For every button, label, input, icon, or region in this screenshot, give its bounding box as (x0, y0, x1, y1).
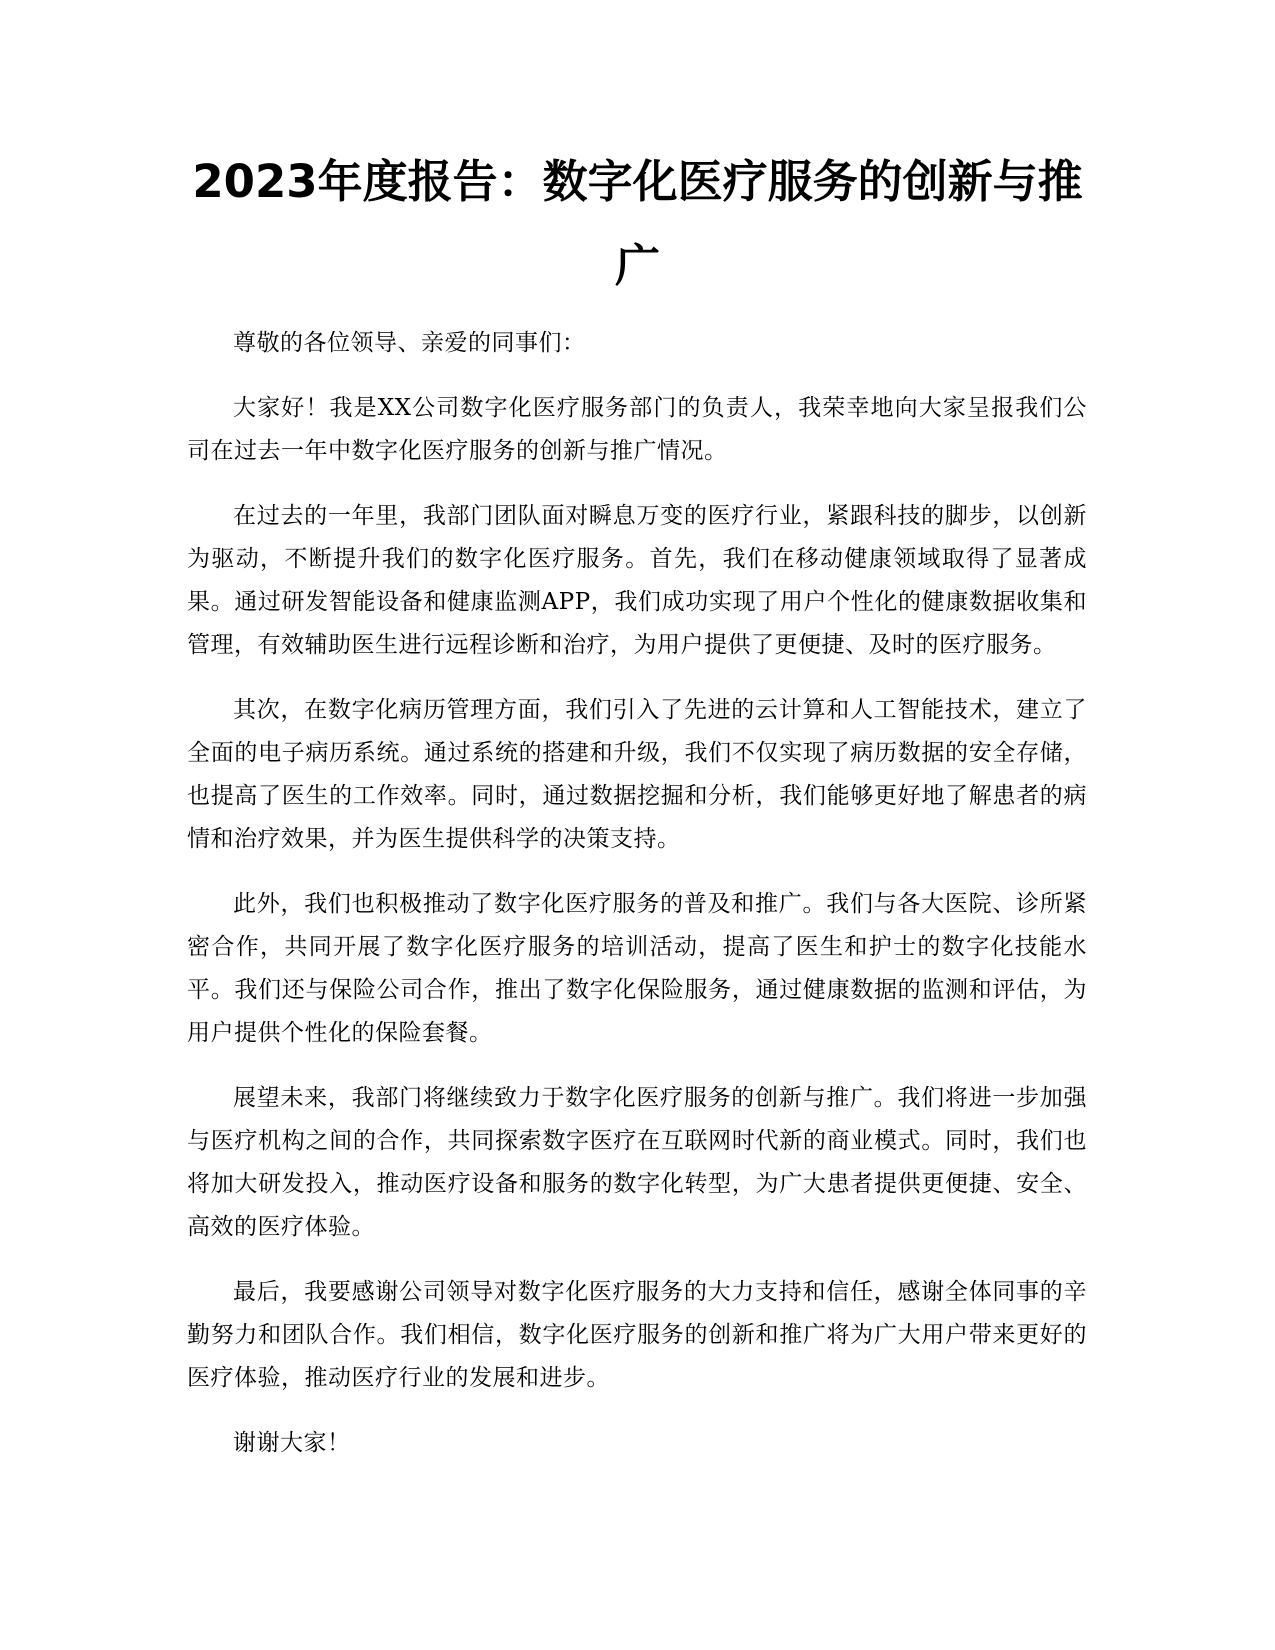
body-paragraph: 在过去的一年里，我部门团队面对瞬息万变的医疗行业，紧跟科技的脚步，以创新为驱动，不断提升我们的数字化医疗服务。首先，我们在移动健康领域取得了显著成果。通过研发智能设备和健康监测APP，我们成功实现了用户个性化的健康数据收集和管理，有效辅助医生进行远程诊断和治疗，为用户提供了更便捷、及时的医疗服务。 (187, 503, 1087, 658)
document-title: 2023年度报告：数字化医疗服务的创新与推广 (192, 155, 1083, 292)
body-paragraph: 其次，在数字化病历管理方面，我们引入了先进的云计算和人工智能技术，建立了全面的电子病历系统。通过系统的搭建和升级，我们不仅实现了病历数据的安全存储，也提高了医生的工作效率。同时，通过数据挖掘和分析，我们能够更好地了解患者的病情和治疗效果，并为医生提供科学的决策支持。 (187, 697, 1087, 852)
document-body (187, 322, 1087, 1487)
body-paragraph: 最后，我要感谢公司领导对数字化医疗服务的大力支持和信任，感谢全体同事的辛勤努力和团队合作。我们相信，数字化医疗服务的创新和推广将为广大用户带来更好的医疗体验，推动医疗行业的发展和进步。 (187, 1279, 1087, 1391)
body-paragraph: 此外，我们也积极推动了数字化医疗服务的普及和推广。我们与各大医院、诊所紧密合作，共同开展了数字化医疗服务的培训活动，提高了医生和护士的数字化技能水平。我们还与保险公司合作，推出了数字化保险服务，通过健康数据的监测和评估，为用户提供个性化的保险套餐。 (187, 891, 1087, 1046)
closing-paragraph: 谢谢大家！ (233, 1430, 351, 1456)
body-paragraph: 展望未来，我部门将继续致力于数字化医疗服务的创新与推广。我们将进一步加强与医疗机构之间的合作，共同探索数字医疗在互联网时代新的商业模式。同时，我们也将加大研发投入，推动医疗设备和服务的数字化转型，为广大患者提供更便捷、安全、高效的医疗体验。 (187, 1085, 1087, 1240)
salutation-paragraph: 尊敬的各位领导、亲爱的同事们： (233, 330, 586, 356)
body-paragraph: 大家好！我是XX公司数字化医疗服务部门的负责人，我荣幸地向大家呈报我们公司在过去一年中数字化医疗服务的创新与推广情况。 (187, 395, 1087, 464)
